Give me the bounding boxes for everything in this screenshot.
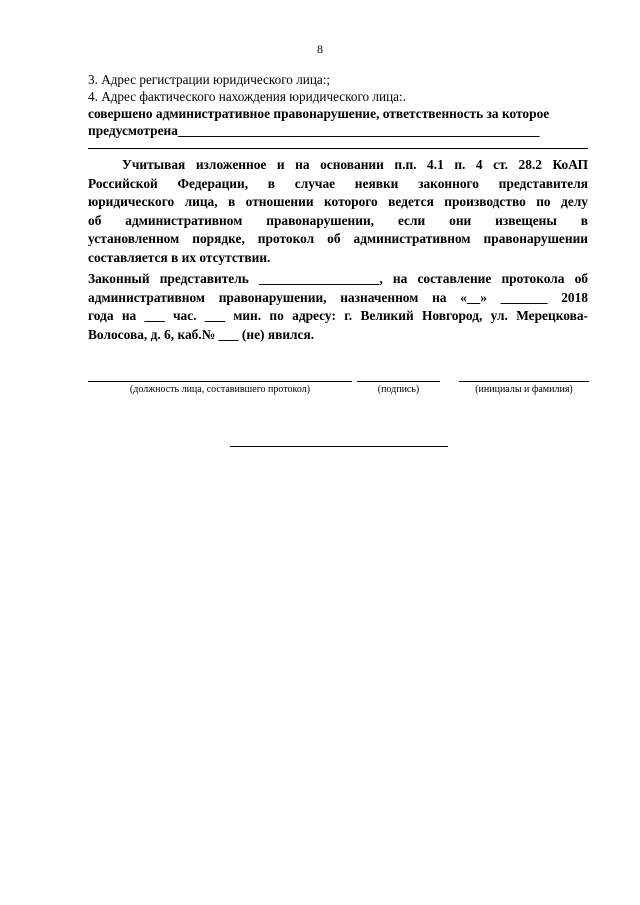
paragraph-line: установленном порядке, протокол об административном правонарушении [88,231,588,246]
position-caption: (должность лица, составившего протокол) [129,384,311,395]
paragraph-line: Учитывая изложенное и на основании п.п. 4.1 п. 4 ст. 28.2 КоАП [122,157,588,172]
signature-caption: (подпись) [377,384,420,395]
page-number: 8 [317,42,323,56]
item-4-actual-address: 4. Адрес фактического нахождения юридического лица:. [88,89,406,104]
item-3-registration-address: 3. Адрес регистрации юридического лица:; [88,72,331,87]
section-divider [88,148,588,149]
position-signature-line [88,381,352,382]
paragraph-legal-representative [88,270,588,344]
paragraph-line: Волосова, д. 6, каб.№ ___ (не) явился. [88,326,315,342]
signature-line [357,381,440,382]
paragraph-absence-notice [88,156,588,267]
offense-line-2: предусмотрена______________________________________________________ [88,123,540,138]
paragraph-line: юридического лица, в отношении которого ведется производство по делу [88,194,588,209]
paragraph-line: административном правонарушении, назначенном на «__» _______ 2018 [88,289,588,305]
closing-divider [230,446,448,447]
offense-line-1: совершено административное правонарушение, ответственность за которое [88,106,550,121]
paragraph-line: составляется в их отсутствии. [88,249,271,265]
name-signature-line [459,381,589,382]
paragraph-line: года на ___ час. ___ мин. по адресу: г. Великий Новгород, ул. Мерецкова- [88,308,588,323]
paragraph-line: об административном правонарушении, если они извещены в [88,212,588,228]
paragraph-line: Законный представитель __________________, на составление протокола об [88,271,588,286]
name-caption: (инициалы и фамилия) [475,384,573,395]
paragraph-line: Российской Федерации, в случае неявки законного представителя [88,175,588,191]
